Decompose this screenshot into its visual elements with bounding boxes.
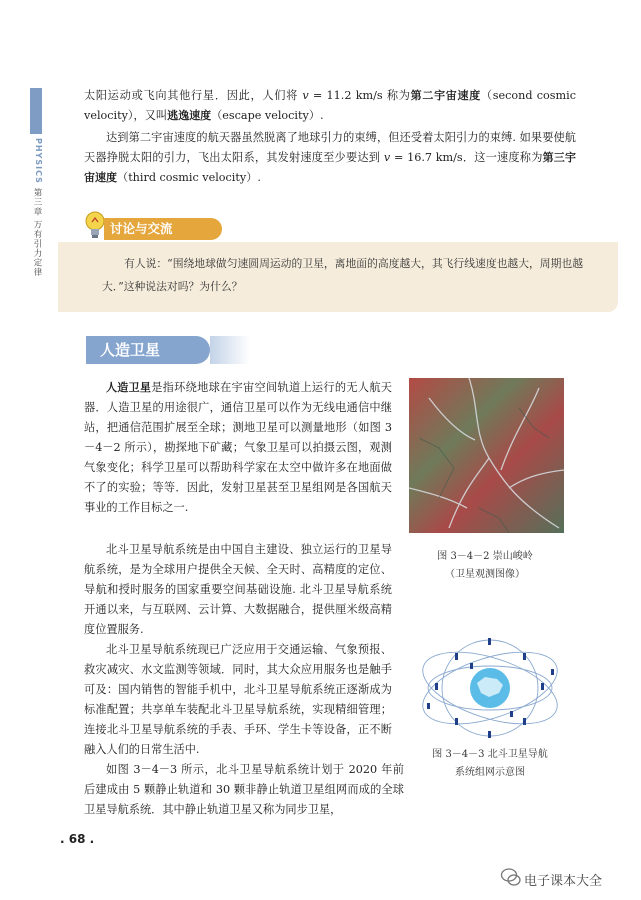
page-number: . 68 .	[60, 832, 95, 846]
body-paragraph-satellite: 人造卫星是指环绕地球在宇宙空间轨道上运行的无人航天器．人造卫星的用途很广，通信卫星可以作为无线电通信中继站，把通信范围扩展至全球；测地卫星可以测量地形（如图 3－4－2 所示），勘探地下矿藏；气象卫星可以拍摄云图，观测气象变化；科学卫星可以帮助科学家在太空中做许多在地面做不了的实验；等等．因此，发射卫星甚至卫星组网是各国航天事业的工作目标之一.	[84, 381, 392, 514]
section-heading-fade	[210, 336, 250, 364]
discussion-title: 讨论与交流	[104, 218, 222, 240]
sidebar-accent-bar	[30, 88, 42, 134]
sidebar-physics-label: PHYSICS	[34, 138, 43, 184]
terrain-satellite-image	[409, 378, 564, 533]
sidebar-chapter-label: 第三章 万有引力定律	[32, 188, 42, 278]
body-paragraph-beidou-uses: 北斗卫星导航系统现已广泛应用于交通运输、气象预报、救灾减灾、水文监测等领域．同时，其大众应用服务也是触手可及：国内销售的智能手机中，北斗卫星导航系统正逐渐成为标准配置；共享单车装配北斗卫星导航系统，实现精细管理；连接北斗卫星导航系统的手表、手环、学生卡等设备，正不断融入人们的日常生活中.	[84, 643, 392, 756]
section-heading: 人造卫星	[86, 336, 210, 364]
intro-paragraph-2: 达到第二宇宙速度的航天器虽然脱离了地球引力的束缚，但还受着太阳引力的束缚. 如果要使航天器挣脱太阳的引力，飞出太阳系，其发射速度至少要达到 v = 16.7 km/s．这一速度称为第三宇宙速度（third cosmic velocity）.	[84, 131, 576, 184]
watermark-text: 电子课本大全	[524, 874, 603, 889]
intro-paragraph-1: 太阳运动或飞向其他行星．因此，人们将 v = 11.2 km/s 称为第二宇宙速度（second cosmic velocity），又叫逃逸速度（escape velocity）.	[84, 89, 576, 122]
discussion-text: 有人说：“围绕地球做匀速圆周运动的卫星，离地面的高度越大，其飞行线速度也越大，周期也越大．”这种说法对吗？为什么？	[102, 257, 583, 293]
lightbulb-icon	[84, 210, 106, 240]
figure2-caption: 图 3－4－3 北斗卫星导航 系统组网示意图	[432, 749, 548, 778]
figure1-caption: 图 3－4－2 崇山峻岭 （卫星观测图像）	[437, 551, 533, 580]
beidou-constellation-diagram	[415, 633, 565, 743]
body-paragraph-beidou-intro: 北斗卫星导航系统是由中国自主建设、独立运行的卫星导航系统，是为全球用户提供全天候、全天时、高精度的定位、导航和授时服务的国家重要空间基础设施. 北斗卫星导航系统开通以来，与互联网、云计算、大数据融合，提供厘米级高精度位置服务.	[84, 543, 392, 636]
body-paragraph-beidou-plan: 如图 3－4－3 所示，北斗卫星导航系统计划于 2020 年前后建成由 5 颗静止轨道和 30 颗非静止轨道卫星组网而成的全球卫星导航系统．其中静止轨道卫星又称为同步卫星，	[84, 763, 404, 816]
chat-bubble-icon	[500, 866, 522, 888]
